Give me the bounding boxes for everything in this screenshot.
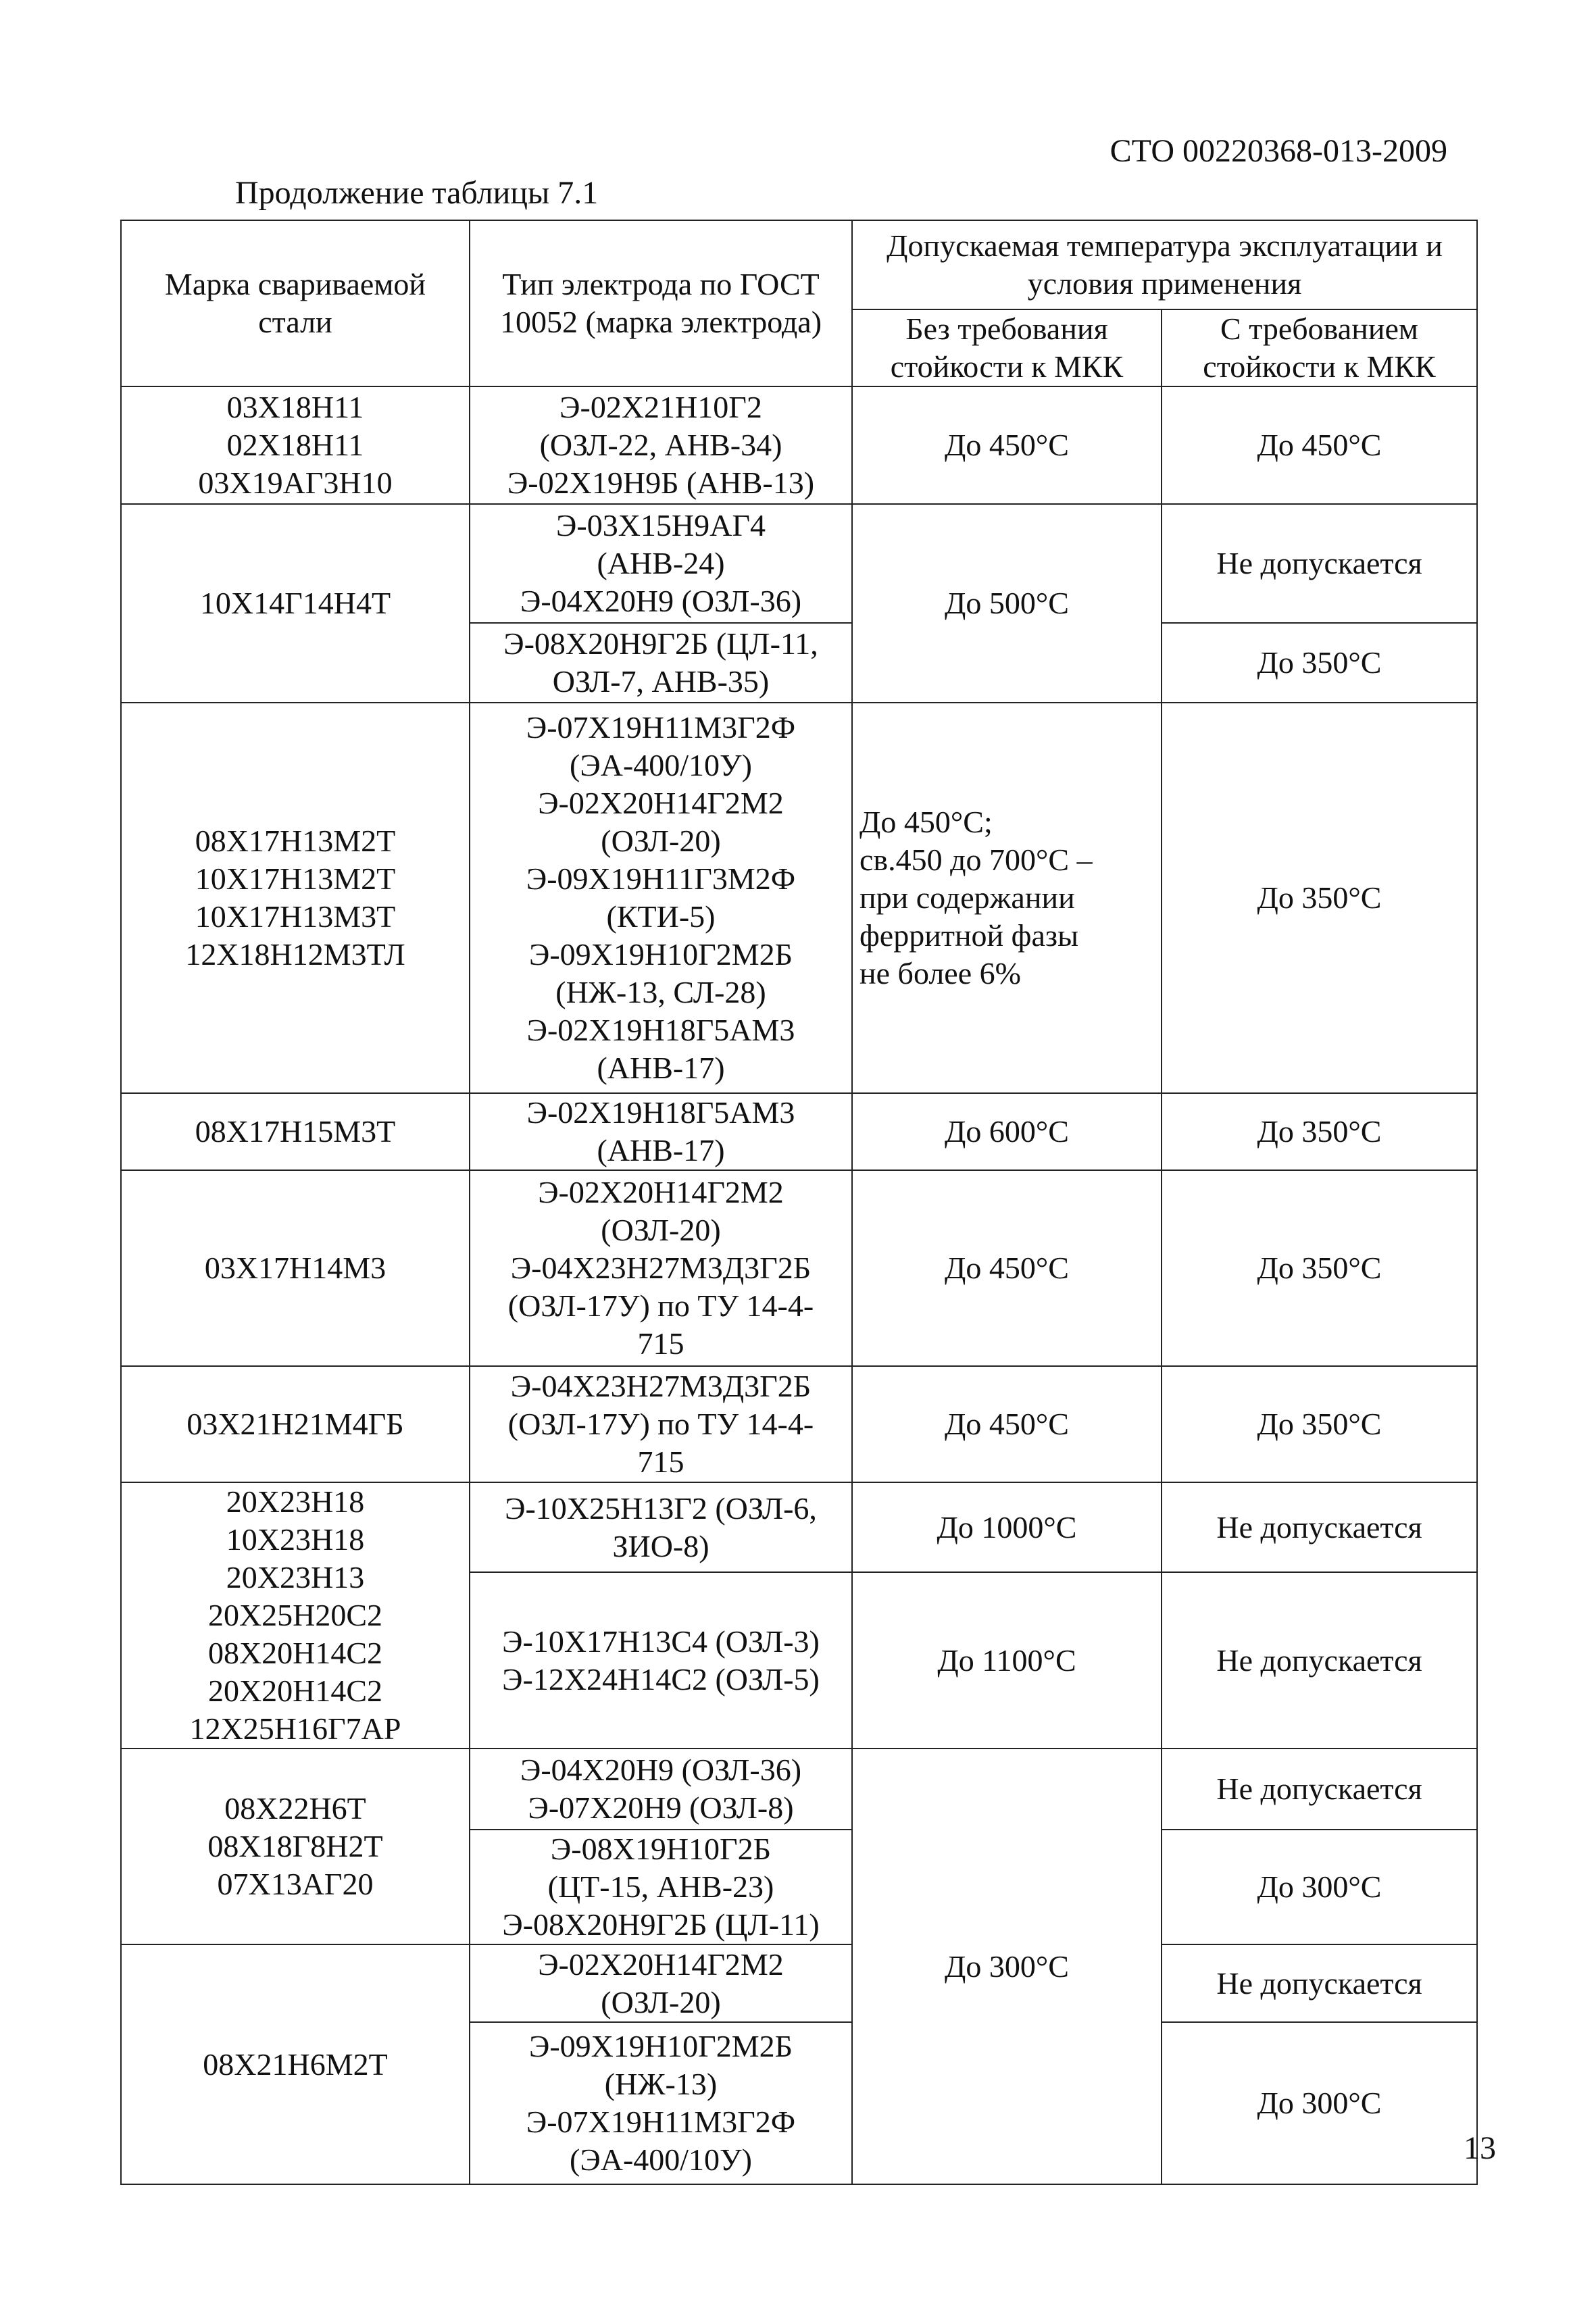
without-requirement-cell: До 300°С	[852, 1749, 1162, 2184]
table-row	[121, 1170, 1477, 1366]
with-requirement-cell: Не допускается	[1162, 1749, 1477, 1830]
document-code: СТО 00220368-013-2009	[1109, 133, 1447, 169]
header-temperature-group: Допускаемая температура эксплуатации и условия применения	[852, 220, 1477, 309]
with-requirement-cell: Не допускается	[1162, 504, 1477, 623]
with-requirement-cell: До 350°С	[1162, 703, 1477, 1093]
steel-grade-cell: 08Х21Н6М2Т	[121, 1944, 470, 2184]
without-requirement-cell: До 1100°С	[852, 1572, 1162, 1749]
table-row	[121, 1093, 1477, 1170]
with-requirement-cell: До 350°С	[1162, 623, 1477, 703]
steel-grade-cell: 03Х21Н21М4ГБ	[121, 1366, 470, 1482]
table-row	[121, 1749, 1477, 1830]
without-requirement-cell: До 450°С	[852, 1366, 1162, 1482]
electrode-type-cell: Э-10Х25Н13Г2 (ОЗЛ-6, ЗИО-8)	[470, 1482, 852, 1572]
electrode-type-cell: Э-09Х19Н10Г2М2Б (НЖ-13) Э-07Х19Н11М3Г2Ф (ЭА-400/10У)	[470, 2022, 852, 2184]
header-steel-grade: Марка свариваемой стали	[121, 220, 470, 386]
steel-grade-cell: 03Х17Н14М3	[121, 1170, 470, 1366]
with-requirement-cell: До 350°С	[1162, 1366, 1477, 1482]
table-row	[121, 1944, 1477, 2022]
with-requirement-cell: До 300°С	[1162, 2022, 1477, 2184]
with-requirement-cell: До 300°С	[1162, 1830, 1477, 1944]
electrode-type-cell: Э-02Х21Н10Г2 (ОЗЛ-22, АНВ-34) Э-02Х19Н9Б (АНВ-13)	[470, 386, 852, 504]
with-requirement-cell: До 350°С	[1162, 1093, 1477, 1170]
steel-grade-cell: 20Х23Н18 10Х23Н18 20Х23Н13 20Х25Н20С2 08Х20Н14С2 20Х20Н14С2 12Х25Н16Г7АР	[121, 1482, 470, 1749]
header-electrode-type: Тип электрода по ГОСТ 10052 (марка электрода)	[470, 220, 852, 386]
page-number: 13	[1464, 2130, 1496, 2166]
table-row	[121, 386, 1477, 504]
without-requirement-cell: До 1000°С	[852, 1482, 1162, 1572]
table-row	[121, 1366, 1477, 1482]
electrode-type-cell: Э-02Х19Н18Г5АМ3 (АНВ-17)	[470, 1093, 852, 1170]
without-requirement-cell: До 600°С	[852, 1093, 1162, 1170]
table-row	[121, 1482, 1477, 1572]
steel-grade-cell: 10Х14Г14Н4Т	[121, 504, 470, 703]
header-with-requirement: С требованием стойкости к МКК	[1162, 309, 1477, 386]
electrode-type-cell: Э-10Х17Н13С4 (ОЗЛ-3) Э-12Х24Н14С2 (ОЗЛ-5)	[470, 1572, 852, 1749]
steel-grade-cell: 08Х17Н15М3Т	[121, 1093, 470, 1170]
header-without-requirement: Без требования стойкости к МКК	[852, 309, 1162, 386]
with-requirement-cell: До 350°С	[1162, 1170, 1477, 1366]
with-requirement-cell: До 450°С	[1162, 386, 1477, 504]
electrode-type-cell: Э-04Х23Н27М3Д3Г2Б (ОЗЛ-17У) по ТУ 14-4- 715	[470, 1366, 852, 1482]
table-row	[121, 504, 1477, 623]
electrode-type-cell: Э-07Х19Н11М3Г2Ф (ЭА-400/10У) Э-02Х20Н14Г2М2 (ОЗЛ-20) Э-09Х19Н11Г3М2Ф (КТИ-5) Э-09Х19Н10Г2М2Б (НЖ-13, СЛ-28) Э-02Х19Н18Г5АМ3 (АНВ-17)	[470, 703, 852, 1093]
steel-grade-cell: 03Х18Н11 02Х18Н11 03Х19АГ3Н10	[121, 386, 470, 504]
electrode-type-cell: Э-04Х20Н9 (ОЗЛ-36) Э-07Х20Н9 (ОЗЛ-8)	[470, 1749, 852, 1830]
table-caption: Продолжение таблицы 7.1	[235, 175, 599, 211]
without-requirement-cell: До 500°С	[852, 504, 1162, 703]
steel-grade-cell: 08Х22Н6Т 08Х18Г8Н2Т 07Х13АГ20	[121, 1749, 470, 1944]
electrode-type-cell: Э-02Х20Н14Г2М2 (ОЗЛ-20)	[470, 1944, 852, 2022]
table-row	[121, 703, 1477, 1093]
with-requirement-cell: Не допускается	[1162, 1482, 1477, 1572]
without-requirement-cell: До 450°С	[852, 386, 1162, 504]
without-requirement-cell: До 450°С; св.450 до 700°С – при содержании ферритной фазы не более 6%	[852, 703, 1162, 1093]
data-table	[120, 220, 1476, 2177]
electrode-type-cell: Э-02Х20Н14Г2М2 (ОЗЛ-20) Э-04Х23Н27М3Д3Г2Б (ОЗЛ-17У) по ТУ 14-4- 715	[470, 1170, 852, 1366]
electrode-type-cell: Э-08Х20Н9Г2Б (ЦЛ-11, ОЗЛ-7, АНВ-35)	[470, 623, 852, 703]
electrode-type-cell: Э-03Х15Н9АГ4 (АНВ-24) Э-04Х20Н9 (ОЗЛ-36)	[470, 504, 852, 623]
steel-grade-cell: 08Х17Н13М2Т 10Х17Н13М2Т 10Х17Н13М3Т 12Х18Н12М3ТЛ	[121, 703, 470, 1093]
with-requirement-cell: Не допускается	[1162, 1572, 1477, 1749]
without-requirement-cell: До 450°С	[852, 1170, 1162, 1366]
with-requirement-cell: Не допускается	[1162, 1944, 1477, 2022]
electrode-type-cell: Э-08Х19Н10Г2Б (ЦТ-15, АНВ-23) Э-08Х20Н9Г2Б (ЦЛ-11)	[470, 1830, 852, 1944]
